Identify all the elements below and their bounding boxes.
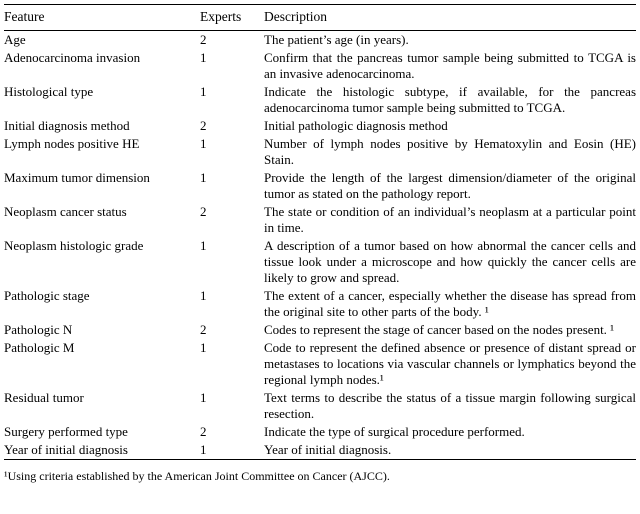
- experts-cell: 1: [200, 50, 207, 65]
- feature-cell: Adenocarcinoma invasion: [4, 50, 141, 65]
- description-cell: Text terms to describe the status of a tissue margin following surgical resection.: [264, 390, 636, 421]
- description-cell: The patient’s age (in years).: [264, 32, 409, 47]
- experts-cell: 2: [200, 322, 207, 337]
- experts-cell: 2: [200, 204, 207, 219]
- table-row: [4, 423, 636, 441]
- feature-cell: Pathologic N: [4, 322, 73, 337]
- feature-cell: Neoplasm histologic grade: [4, 238, 144, 253]
- column-header-description: Description: [264, 5, 636, 31]
- table-row: [4, 117, 636, 135]
- table-row: [4, 339, 636, 389]
- feature-cell: Year of initial diagnosis: [4, 442, 128, 457]
- column-header-feature: Feature: [4, 5, 200, 31]
- description-cell: Indicate the type of surgical procedure performed.: [264, 424, 525, 439]
- experts-cell: 1: [200, 84, 207, 99]
- experts-cell: 1: [200, 340, 207, 355]
- experts-cell: 1: [200, 136, 207, 151]
- feature-cell: Age: [4, 32, 26, 47]
- table-row: [4, 441, 636, 460]
- experts-cell: 2: [200, 32, 207, 47]
- column-header-experts: Experts: [200, 5, 264, 31]
- features-table: [4, 4, 636, 460]
- description-cell: Code to represent the defined absence or presence of distant spread or metastases to locations via vascular channels or lymphatics beyond the regional lymph nodes.¹: [264, 340, 636, 387]
- table-footnote: ¹Using criteria established by the American Joint Committee on Cancer (AJCC).: [4, 469, 390, 483]
- table-row: [4, 83, 636, 117]
- table-row: [4, 287, 636, 321]
- description-cell: Indicate the histologic subtype, if available, for the pancreas adenocarcinoma tumor sample being submitted to TCGA.: [264, 84, 636, 115]
- feature-cell: Lymph nodes positive HE: [4, 136, 140, 151]
- description-cell: Confirm that the pancreas tumor sample being submitted to TCGA is an invasive adenocarcinoma.: [264, 50, 636, 81]
- description-cell: Year of initial diagnosis.: [264, 442, 392, 457]
- experts-cell: 2: [200, 118, 207, 133]
- feature-cell: Pathologic stage: [4, 288, 90, 303]
- feature-cell: Maximum tumor dimension: [4, 170, 150, 185]
- experts-cell: 1: [200, 238, 207, 253]
- description-cell: Codes to represent the stage of cancer based on the nodes present. ¹: [264, 322, 615, 337]
- experts-cell: 1: [200, 390, 207, 405]
- feature-cell: Histological type: [4, 84, 94, 99]
- table-header-row: [4, 5, 636, 31]
- description-cell: Number of lymph nodes positive by Hematoxylin and Eosin (HE) Stain.: [264, 136, 636, 167]
- table-row: [4, 49, 636, 83]
- feature-cell: Neoplasm cancer status: [4, 204, 127, 219]
- description-cell: The state or condition of an individual’s neoplasm at a particular point in time.: [264, 204, 636, 235]
- table-row: [4, 203, 636, 237]
- feature-cell: Residual tumor: [4, 390, 84, 405]
- table-row: [4, 135, 636, 169]
- experts-cell: 1: [200, 442, 207, 457]
- feature-cell: Pathologic M: [4, 340, 75, 355]
- table-row: [4, 389, 636, 423]
- experts-cell: 2: [200, 424, 207, 439]
- description-cell: Initial pathologic diagnosis method: [264, 118, 448, 133]
- feature-cell: Surgery performed type: [4, 424, 128, 439]
- experts-cell: 1: [200, 288, 207, 303]
- description-cell: A description of a tumor based on how abnormal the cancer cells and tissue look under a microscope and how quickly the cancer cells are likely to grow and spread.: [264, 238, 636, 285]
- table-row: [4, 237, 636, 287]
- feature-cell: Initial diagnosis method: [4, 118, 130, 133]
- description-cell: The extent of a cancer, especially whether the disease has spread from the original site to other parts of the body. ¹: [264, 288, 636, 319]
- table-row: [4, 31, 636, 50]
- experts-cell: 1: [200, 170, 207, 185]
- description-cell: Provide the length of the largest dimension/diameter of the original tumor as stated on the pathology report.: [264, 170, 636, 201]
- table-row: [4, 321, 636, 339]
- table-row: [4, 169, 636, 203]
